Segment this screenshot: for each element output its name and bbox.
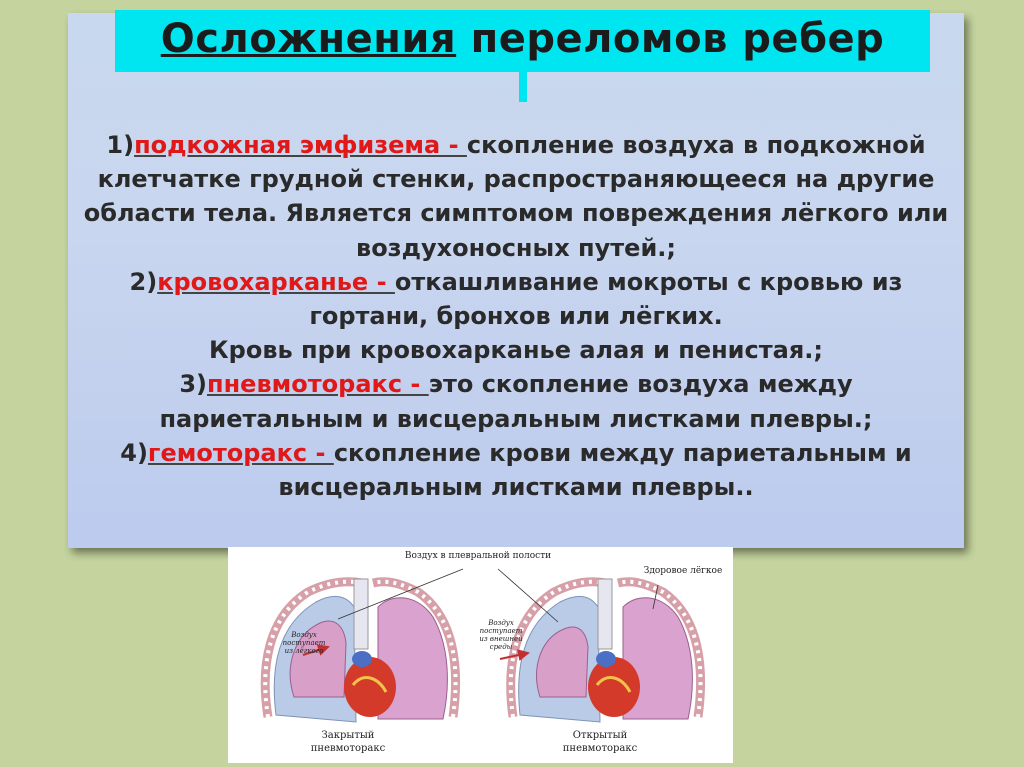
item-term: пневмоторакс - — [207, 370, 429, 399]
complications-list — [80, 128, 952, 504]
item-4 — [80, 436, 952, 504]
item-number: 1) — [106, 131, 135, 159]
caption-open-pneumothorax: Открытый пневмоторакс — [562, 730, 638, 754]
item-1 — [80, 128, 952, 265]
open-pneumothorax-drawing — [500, 579, 701, 722]
title-rest: переломов ребер — [456, 16, 885, 62]
item-text: это скопление воздуха между париетальным и висцеральным листками плевры.; — [159, 370, 873, 433]
item-text: откашливание мокроты с кровью из гортани, бронхов или лёгких. — [309, 267, 903, 331]
item-number: 3) — [179, 370, 208, 399]
title-connector — [519, 72, 527, 102]
item-term: подкожная эмфизема - — [134, 131, 467, 159]
item-number: 2) — [129, 267, 158, 296]
item-2 — [80, 265, 952, 333]
item-text: скопление воздуха в подкожной клетчатке грудной стенки, распространяющееся на другие области тела. Является симптомом повреждения лёгкого или воздухоносных путей.; — [83, 131, 949, 262]
label-air-in-pleura: Воздух в плевральной полости — [404, 551, 552, 561]
item-term: кровохарканье - — [157, 267, 395, 296]
label-air-from-outside: Воздух поступает из внешней среды — [479, 619, 523, 651]
label-healthy-lung: Здоровое лёгкое — [643, 566, 723, 576]
item-2-extra: Кровь при кровохарканье алая и пенистая.; — [209, 336, 823, 365]
slide-title — [115, 16, 930, 62]
pneumothorax-figure — [228, 547, 733, 763]
item-number: 4) — [120, 438, 148, 467]
item-text: скопление крови между париетальным и висцеральным листками плевры.. — [278, 438, 912, 502]
label-air-from-lung: Воздух поступает из лёгкого — [282, 631, 326, 655]
item-3 — [80, 367, 952, 435]
item-term: гемоторакс - — [147, 438, 334, 467]
caption-closed-pneumothorax: Закрытый пневмоторакс — [310, 730, 386, 754]
title-underlined-word: Осложнения — [160, 16, 457, 62]
